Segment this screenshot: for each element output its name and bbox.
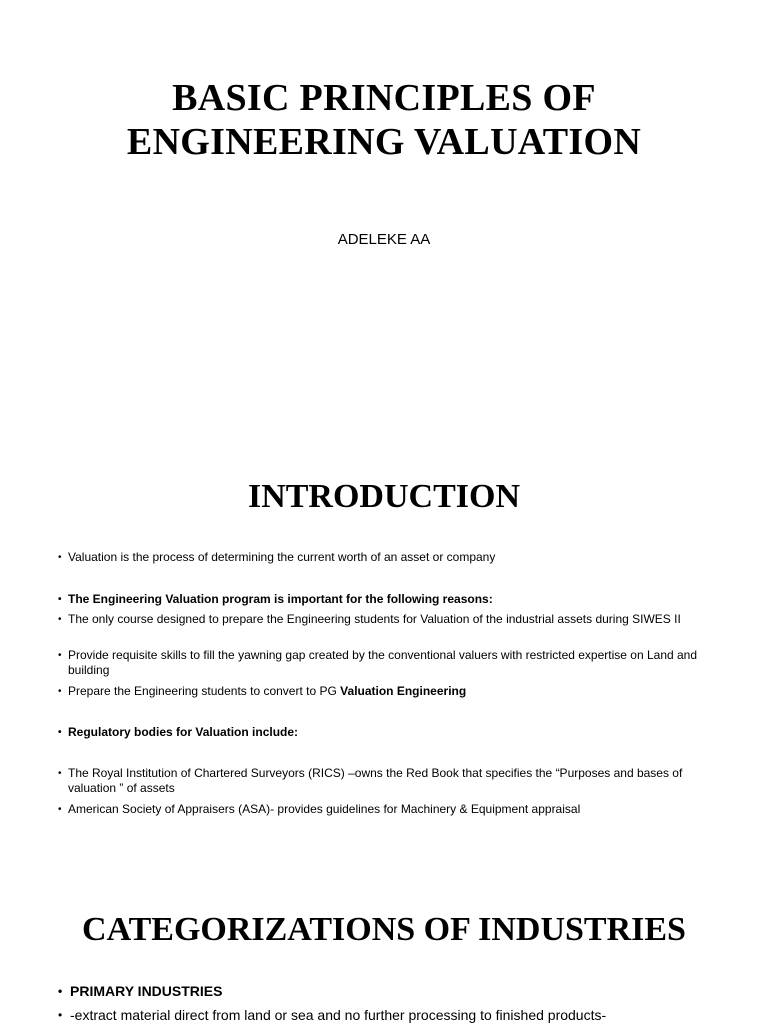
bullet-item: • The only course designed to prepare the Engineering students for Valuation of the industrial assets during SIWES II bbox=[58, 612, 681, 626]
bullet-item: • The Engineering Valuation program is important for the following reasons: bbox=[58, 592, 493, 606]
deck-title-line-1: BASIC PRINCIPLES OF bbox=[172, 77, 596, 119]
bullet-dot-icon: • bbox=[58, 686, 62, 697]
bullet-dot-icon: • bbox=[58, 804, 62, 815]
title-slide bbox=[0, 0, 768, 420]
categorizations-slide bbox=[0, 880, 768, 1024]
author-name: ADELEKE AA bbox=[337, 231, 431, 248]
bullet-dot-icon: • bbox=[58, 1008, 63, 1022]
introduction-slide bbox=[0, 420, 768, 880]
bullet-item: • PRIMARY INDUSTRIES bbox=[58, 983, 223, 999]
bullet-item: • -extract material direct from land or sea and no further processing to finished products- bbox=[58, 1007, 607, 1023]
bullet-dot-icon: • bbox=[58, 768, 62, 779]
bullet-item: • Valuation is the process of determining the current worth of an asset or company bbox=[58, 550, 496, 564]
bullet-dot-icon: • bbox=[58, 984, 63, 998]
bullet-item: • Prepare the Engineering students to convert to PG Valuation Engineering bbox=[58, 684, 467, 698]
bullet-item: • Provide requisite skills to fill the yawning gap created by the conventional valuers with restricted expertise on Land and building bbox=[58, 648, 698, 677]
categorizations-title: CATEGORIZATIONS OF INDUSTRIES bbox=[82, 911, 686, 948]
deck-title-line-2: ENGINEERING VALUATION bbox=[126, 121, 642, 163]
introduction-title: INTRODUCTION bbox=[247, 478, 521, 515]
bullet-item: • The Royal Institution of Chartered Surveyors (RICS) –owns the Red Book that specifies the “Purposes and bases of valuation ” of assets bbox=[58, 766, 683, 795]
deck-title bbox=[0, 76, 768, 164]
bullet-item: • Regulatory bodies for Valuation include: bbox=[58, 725, 299, 739]
bullet-dot-icon: • bbox=[58, 727, 62, 738]
bullet-item: • American Society of Appraisers (ASA)- provides guidelines for Machinery & Equipment appraisal bbox=[58, 802, 581, 816]
bullet-dot-icon: • bbox=[58, 594, 62, 605]
bullet-dot-icon: • bbox=[58, 650, 62, 661]
bullet-dot-icon: • bbox=[58, 552, 62, 563]
bullet-dot-icon: • bbox=[58, 614, 62, 625]
